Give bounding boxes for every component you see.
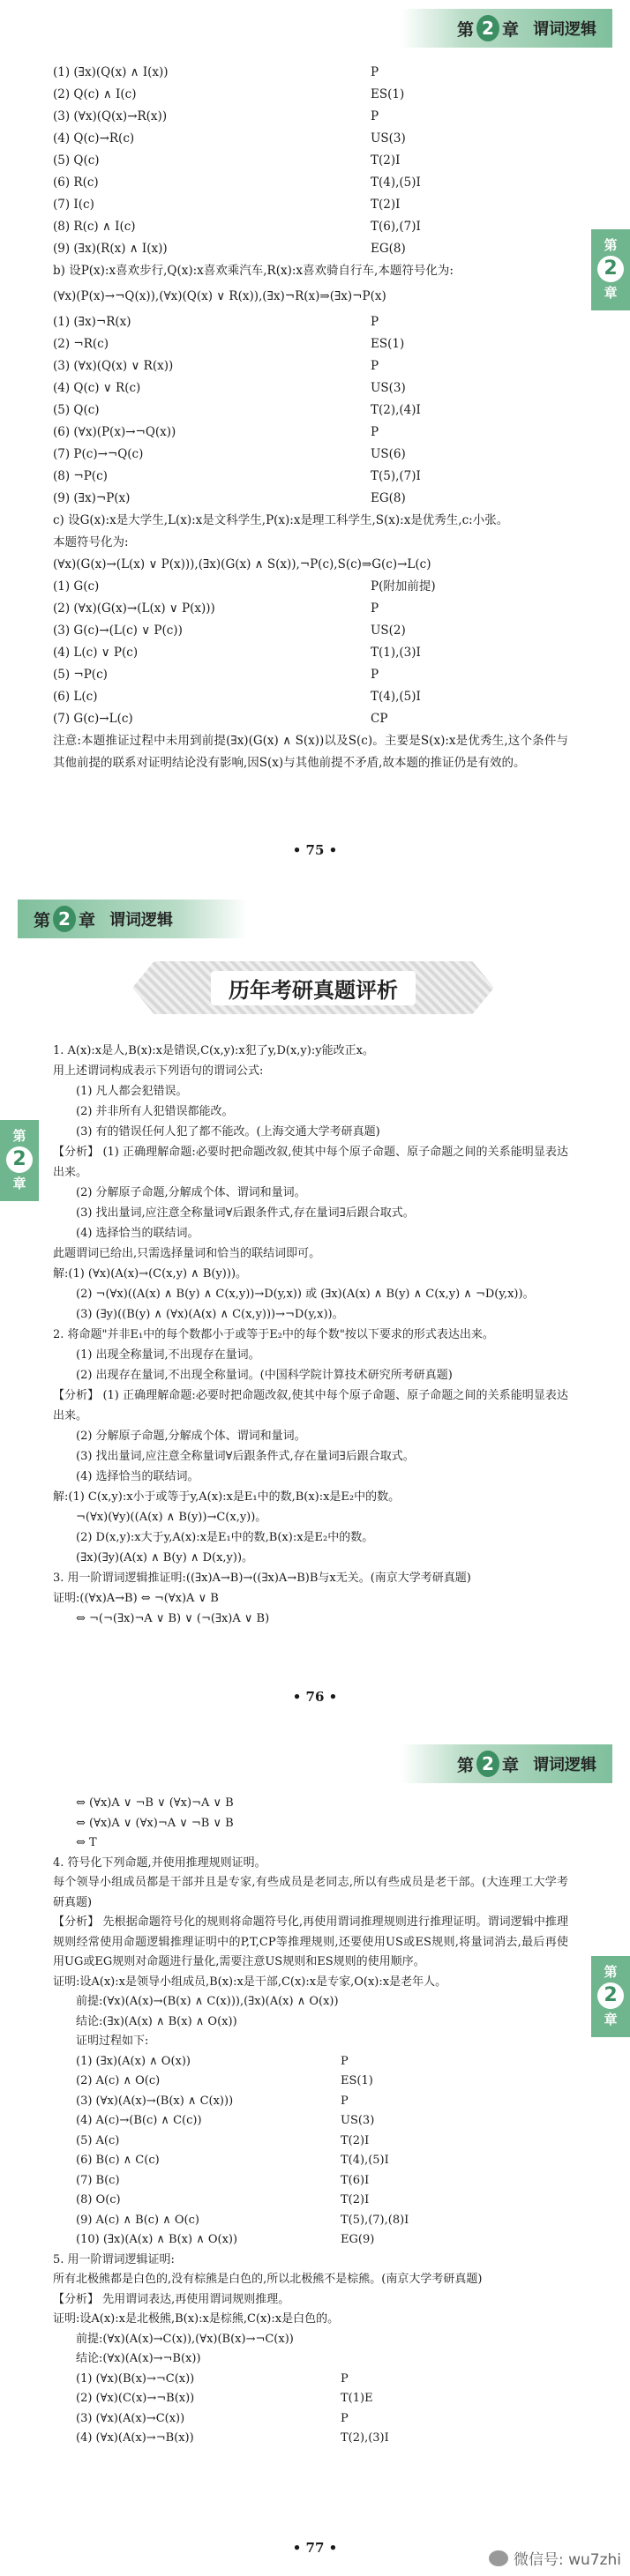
proof-formula: (6) R(c) — [53, 175, 99, 190]
text-line: 1. A(x):x是人,B(x):x是错误,C(x,y):x犯了y,D(x,y):y能改正x。 — [53, 1044, 374, 1057]
text-line: (1) 凡人都会犯错误。 — [76, 1085, 188, 1098]
proof-rule: P — [341, 2411, 349, 2425]
proof-formula: (2) ¬R(c) — [53, 337, 109, 351]
page-77 — [0, 1736, 630, 2576]
proof-formula: (6) B(c) ∧ C(c) — [76, 2154, 160, 2167]
tab-top: 第 — [604, 1964, 618, 1980]
chapter-header — [401, 1744, 612, 1783]
proof-rule: P — [341, 2054, 349, 2068]
proof-rule: EG(9) — [341, 2233, 375, 2246]
proof-step — [53, 2132, 568, 2152]
proof-rule: T(2)I — [371, 153, 401, 168]
text-line: 2. 将命题"并非E₁中的每个数都小于或等于E₂中的每个数"按以下要求的形式表达出来。 — [53, 1328, 494, 1341]
proof-step — [53, 194, 568, 216]
text-line: (2) ¬(∀x)((A(x) ∧ B(y) ∧ C(x,y))→D(y,x)) 或 (∃x)(A(x) ∧ B(y) ∧ C(x,y) ∧ ¬D(y,x))。 — [76, 1288, 535, 1301]
proof-step — [53, 664, 568, 686]
b-formula — [53, 286, 568, 308]
text-line: 【分析】 (1) 正确理解命题:必要时把命题改叙,使其中每个原子命题、原子命题之间的关系能明显表达出来。 — [53, 1389, 568, 1422]
proof-formula: (5) Q(c) — [53, 153, 100, 168]
proof-step — [53, 620, 568, 642]
proof-step — [53, 422, 568, 444]
page-number: • 77 • — [292, 2540, 338, 2556]
banner-title: 历年考研真题评析 — [211, 971, 416, 1005]
proof-rule: T(6),(7)I — [371, 220, 421, 234]
b-formula-text: (∀x)(P(x)→¬Q(x)),(∀x)(Q(x) ∨ R(x)),(∃x)¬R(x)⇒(∃x)¬P(x) — [53, 289, 386, 303]
text-line: ⇔ ¬(¬(∃x)¬A ∨ B) ∨ (¬(∃x)A ∨ B) — [76, 1612, 270, 1625]
chapter-suffix: 章 — [501, 19, 519, 40]
proof-formula: (7) P(c)→¬Q(c) — [53, 447, 144, 461]
proof-formula: (5) ¬P(c) — [53, 668, 108, 682]
proof-step — [53, 2052, 568, 2072]
text-line: 每个领导小组成员都是干部并且是专家,有些成员是老同志,所以有些成员是老干部。(大连理工大学考研真题) — [53, 1876, 568, 1909]
proof-step — [53, 2151, 568, 2171]
proof-formula: (4) L(c) ∨ P(c) — [53, 646, 139, 660]
text-line: 证明:((∀x)A→B) ⇔ ¬(∀x)A ∨ B — [53, 1592, 219, 1605]
proof-rule: US(3) — [341, 2114, 375, 2127]
text-line: 结论:(∃x)(A(x) ∧ B(x) ∧ O(x)) — [76, 2014, 237, 2028]
c-formula — [53, 554, 568, 576]
proof-rule: US(3) — [371, 381, 406, 395]
proof-rule: EG(8) — [371, 242, 406, 256]
page-76-content — [53, 1041, 568, 1629]
text-line: ⇔ (∀x)A ∨ (∀x)¬A ∨ ¬B ∨ B — [76, 1816, 234, 1830]
proof-step — [53, 598, 568, 620]
text-line: (2) 分解原子命题,分解成个体、谓词和量词。 — [76, 1430, 306, 1443]
proof-step — [53, 642, 568, 664]
proof-formula: (10) (∃x)(A(x) ∧ B(x) ∧ O(x)) — [76, 2233, 238, 2246]
proof-rule: T(4),(5)I — [371, 175, 421, 190]
proof-rule: P — [371, 425, 379, 439]
proof-rule: T(6)I — [341, 2173, 370, 2187]
proof-step — [53, 128, 568, 150]
tab-bottom: 章 — [604, 285, 618, 301]
text-line: (2) 并非所有人犯错误都能改。 — [76, 1105, 234, 1118]
text-line: 前提:(∀x)(A(x)→(B(x) ∧ C(x))),(∃x)(A(x) ∧ O(x)) — [76, 1995, 339, 2008]
watermark — [489, 2547, 621, 2569]
proof-formula: (9) (∃x)¬P(x) — [53, 491, 131, 505]
proof-step — [53, 2389, 568, 2409]
proof-rule: US(6) — [371, 447, 406, 461]
chapter-side-tab — [591, 229, 630, 310]
text-line: 所有北极熊都是白色的,没有棕熊是白色的,所以北极熊不是棕熊。(南京大学考研真题) — [53, 2273, 483, 2286]
proof-c — [53, 576, 568, 730]
proof-rule: T(1),(3)I — [371, 646, 421, 660]
b-intro: b) 设P(x):x喜欢步行,Q(x):x喜欢乘汽车,R(x):x喜欢骑自行车,本题符号化为: — [53, 264, 454, 278]
proof-rule: US(3) — [371, 131, 406, 146]
proof-formula: (7) I(c) — [53, 198, 94, 212]
page-number: • 76 • — [292, 1689, 338, 1705]
text-line: (3) 找出量词,应注意全称量词∀后跟条件式,存在量词∃后跟合取式。 — [76, 1206, 415, 1220]
chapter-header — [401, 9, 612, 48]
proof-step — [53, 2409, 568, 2430]
proof-step — [53, 238, 568, 260]
tab-bottom: 章 — [12, 1176, 26, 1191]
p3-top — [53, 1794, 568, 2052]
page-77-content — [53, 1794, 568, 2449]
proof-rule: CP — [371, 712, 388, 726]
chapter-prefix: 第 — [456, 19, 474, 40]
proof-step — [53, 311, 568, 333]
proof-rule: T(2)I — [371, 198, 401, 212]
proof-step — [53, 686, 568, 708]
proof-step — [53, 333, 568, 355]
proof-b — [53, 311, 568, 510]
text-line: 4. 符号化下列命题,并使用推理规则证明。 — [53, 1855, 266, 1870]
page-75-content — [53, 62, 568, 774]
proof-step — [53, 2191, 568, 2211]
proof-formula: (2) A(c) ∧ O(c) — [76, 2074, 161, 2087]
proof-formula: (3) (∀x)(A(x)→(B(x) ∧ C(x))) — [76, 2094, 234, 2108]
chapter-side-tab — [591, 1956, 630, 2037]
proof-step — [53, 708, 568, 730]
proof-formula: (9) A(c) ∧ B(c) ∧ O(c) — [76, 2213, 199, 2227]
proof-formula: (4) A(c)→(B(c) ∧ C(c)) — [76, 2114, 202, 2127]
proof-step — [53, 106, 568, 128]
chapter-title: 谓词逻辑 — [533, 1756, 596, 1774]
text-line: ¬(∀x)(∀y)((A(x) ∧ B(y))→C(x,y))。 — [76, 1511, 267, 1524]
proof-step — [53, 172, 568, 194]
tab-top: 第 — [604, 237, 618, 253]
proof-step — [53, 2111, 568, 2132]
text-line: (∃x)(∃y)(A(x) ∧ B(y) ∧ D(x,y))。 — [76, 1551, 254, 1564]
proof-formula: (8) R(c) ∧ I(c) — [53, 220, 136, 234]
chapter-header — [18, 900, 247, 938]
text-line: (2) 出现存在量词,不出现全称量词。(中国科学院计算技术研究所考研真题) — [76, 1369, 453, 1382]
proof-formula: (1) G(c) — [53, 579, 100, 594]
proof-formula: (6) L(c) — [53, 690, 98, 704]
proof-formula: (3) (∀x)(A(x)→C(x)) — [76, 2411, 185, 2425]
text-line: 3. 用一阶谓词逻辑推证明:((∃x)A→B)→((∃x)A→B)B与x无关。(南京大学考研真题) — [53, 1572, 471, 1585]
c-formula-text: (∀x)(G(x)→(L(x) ∨ P(x))),(∃x)(G(x) ∧ S(x)),¬P(c),S(c)⇒G(c)→L(c) — [53, 557, 431, 571]
proof-rule: P(附加前提) — [371, 579, 436, 594]
proof-formula: (9) (∃x)(R(x) ∧ I(x)) — [53, 242, 168, 256]
text-line: (4) 选择恰当的联结词。 — [76, 1227, 199, 1240]
proof-step — [53, 150, 568, 172]
proof-step — [53, 399, 568, 422]
p3-mid — [53, 2251, 568, 2370]
p3-proof2 — [53, 2370, 568, 2449]
proof-step — [53, 2230, 568, 2251]
text-line: (3) (∃y)((B(y) ∧ (∀x)(A(x) ∧ C(x,y)))→¬D(y,x))。 — [76, 1308, 344, 1321]
proof-step — [53, 444, 568, 466]
proof-formula: (3) G(c)→(L(c) ∨ P(c)) — [53, 623, 183, 638]
proof-formula: (2) (∀x)(G(x)→(L(x) ∨ P(x))) — [53, 601, 215, 616]
proof-formula: (4) Q(c)→R(c) — [53, 131, 135, 146]
text-line: ⇔ (∀x)A ∨ ¬B ∨ (∀x)¬A ∨ B — [76, 1796, 234, 1810]
section-banner — [132, 961, 494, 1014]
proof-rule: P — [371, 109, 379, 123]
text-line: 【分析】 先根据命题符号化的规则将命题符号化,再使用谓词推理规则进行推理证明。谓词逻辑中推理规则经常使用命题逻辑推理证明中的P,T,CP等推理规则,还要使用US或ES规则,将量词消去,最后再使用UG或EG规则对命题进行量化,需要注意US规则和ES规则的使用顺序。 — [53, 1915, 568, 1968]
note: 注意:本题推证过程中未用到前提(∃x)(G(x) ∧ S(x))以及S(c)。主要是S(x):x是优秀生,这个条件与其他前提的联系对证明结论没有影响,因S(x)与其他前提不矛盾,故本题的推证仍是有效的。 — [53, 734, 568, 770]
proof-formula: (8) ¬P(c) — [53, 469, 108, 483]
proof-rule: P — [371, 668, 379, 682]
tab-bottom: 章 — [604, 2012, 618, 2027]
proof-rule: T(5),(7),(8)I — [341, 2213, 409, 2227]
proof-rule: ES(1) — [371, 87, 405, 101]
proof-rule: T(2)I — [341, 2133, 370, 2147]
proof-formula: (3) (∀x)(Q(x) ∨ R(x)) — [53, 359, 174, 373]
chapter-prefix: 第 — [456, 1755, 474, 1775]
proof-step — [53, 2171, 568, 2191]
proof-step — [53, 2429, 568, 2449]
text-line: 前提:(∀x)(A(x)→C(x)),(∀x)(B(x)→¬C(x)) — [76, 2332, 294, 2346]
proof-formula: (7) G(c)→L(c) — [53, 712, 133, 726]
proof-step — [53, 2370, 568, 2390]
text-line: (1) 出现全称量词,不出现存在量词。 — [76, 1348, 260, 1362]
tab-num: 2 — [597, 256, 624, 282]
text-line: 5. 用一阶谓词逻辑证明: — [53, 2252, 175, 2266]
proof-formula: (1) (∃x)(A(x) ∧ O(x)) — [76, 2054, 191, 2068]
proof-a — [53, 62, 568, 260]
proof-formula: (1) (∃x)(Q(x) ∧ I(x)) — [53, 65, 169, 79]
text-line: 解:(1) C(x,y):x小于或等于y,A(x):x是E₁中的数,B(x):x是E₂中的数。 — [53, 1490, 401, 1504]
proof-rule: P — [371, 359, 379, 373]
text-line: (3) 有的错误任何人犯了都不能改。(上海交通大学考研真题) — [76, 1125, 380, 1139]
c-label: 本题符号化为: — [53, 535, 129, 549]
proof-rule: EG(8) — [371, 491, 406, 505]
proof-rule: T(2)I — [341, 2193, 370, 2206]
text-line: (3) 找出量词,应注意全称量词∀后跟条件式,存在量词∃后跟合取式。 — [76, 1450, 415, 1463]
page-76 — [0, 891, 630, 1720]
tab-top: 第 — [12, 1128, 26, 1144]
wechat-icon — [489, 2550, 508, 2566]
page-75 — [0, 0, 630, 873]
text-line: (2) D(x,y):x大于y,A(x):x是E₁中的数,B(x):x是E₂中的数。 — [76, 1531, 374, 1544]
proof-rule: T(5),(7)I — [371, 469, 421, 483]
proof-rule: P — [341, 2094, 349, 2108]
proof-rule: P — [371, 315, 379, 329]
proof-step — [53, 2072, 568, 2092]
chapter-title: 谓词逻辑 — [109, 911, 174, 930]
text-line: (4) 选择恰当的联结词。 — [76, 1470, 199, 1483]
proof-formula: (4) (∀x)(A(x)→¬B(x)) — [76, 2431, 194, 2445]
chapter-suffix: 章 — [79, 910, 96, 930]
p3-proof — [53, 2052, 568, 2251]
proof-step — [53, 488, 568, 510]
proof-rule: T(1)E — [341, 2392, 373, 2405]
text-line: ⇔ T — [76, 1836, 97, 1849]
tab-num: 2 — [597, 1982, 624, 2009]
proof-formula: (1) (∃x)¬R(x) — [53, 315, 131, 329]
proof-rule: ES(1) — [341, 2074, 373, 2087]
chapter-number: 2 — [476, 1751, 499, 1777]
text-line: 用上述谓词构成表示下列语句的谓词公式: — [53, 1064, 264, 1078]
text-line: 解:(1) (∀x)(A(x)→(C(x,y) ∧ B(y)))。 — [53, 1267, 248, 1281]
text-line: 证明过程如下: — [76, 2035, 149, 2048]
text-line: 证明:设A(x):x是领导小组成员,B(x):x是干部,C(x):x是专家,O(x):x是老年人。 — [53, 1975, 447, 1989]
tab-num: 2 — [6, 1146, 33, 1173]
chapter-number: 2 — [476, 15, 499, 41]
proof-formula: (3) (∀x)(Q(x)→R(x)) — [53, 109, 168, 123]
chapter-title: 谓词逻辑 — [533, 20, 596, 39]
proof-rule: ES(1) — [371, 337, 405, 351]
text-line: (2) 分解原子命题,分解成个体、谓词和量词。 — [76, 1186, 306, 1199]
proof-rule: T(2),(4)I — [371, 403, 421, 417]
proof-formula: (1) (∀x)(B(x)→¬C(x)) — [76, 2371, 195, 2386]
text-line: 此题谓词已给出,只需选择量词和恰当的联结词即可。 — [53, 1247, 321, 1260]
proof-step — [53, 2211, 568, 2231]
proof-formula: (4) Q(c) ∨ R(c) — [53, 381, 141, 395]
proof-step — [53, 84, 568, 106]
text-line: 结论:(∀x)(A(x)→¬B(x)) — [76, 2352, 201, 2365]
proof-rule: P — [371, 601, 379, 616]
text-line: 证明:设A(x):x是北极熊,B(x):x是棕熊,C(x):x是白色的。 — [53, 2312, 340, 2326]
proof-rule: T(4),(5)I — [341, 2154, 389, 2167]
proof-formula: (2) (∀x)(C(x)→¬B(x)) — [76, 2392, 195, 2405]
page-number: • 75 • — [292, 842, 338, 858]
text-line: 【分析】 (1) 正确理解命题:必要时把命题改叙,使其中每个原子命题、原子命题之间的关系能明显表达出来。 — [53, 1146, 568, 1179]
chapter-suffix: 章 — [501, 1755, 519, 1775]
proof-step — [53, 576, 568, 598]
proof-rule: T(2),(3)I — [341, 2431, 389, 2445]
proof-step — [53, 2092, 568, 2112]
text-line: 【分析】 先用谓词表达,再使用谓词规则推理。 — [53, 2292, 290, 2306]
watermark-text: 微信号: wu7zhi — [513, 2551, 621, 2569]
proof-formula: (8) O(c) — [76, 2193, 121, 2206]
proof-formula: (5) Q(c) — [53, 403, 100, 417]
proof-step — [53, 216, 568, 238]
proof-step — [53, 377, 568, 399]
proof-rule: P — [341, 2371, 349, 2386]
proof-formula: (6) (∀x)(P(x)→¬Q(x)) — [53, 425, 176, 439]
chapter-number: 2 — [53, 906, 76, 932]
proof-formula: (5) A(c) — [76, 2133, 120, 2147]
proof-formula: (2) Q(c) ∧ I(c) — [53, 87, 137, 101]
chapter-prefix: 第 — [34, 910, 51, 930]
chapter-side-tab — [0, 1120, 39, 1201]
proof-rule: P — [371, 65, 379, 79]
proof-step — [53, 62, 568, 84]
proof-step — [53, 466, 568, 488]
proof-formula: (7) B(c) — [76, 2173, 120, 2187]
c-intro: c) 设G(x):x是大学生,L(x):x是文科学生,P(x):x是理工科学生,S(x):x是优秀生,c:小张。 — [53, 513, 509, 527]
proof-rule: US(2) — [371, 623, 406, 638]
proof-step — [53, 355, 568, 377]
proof-rule: T(4),(5)I — [371, 690, 421, 704]
